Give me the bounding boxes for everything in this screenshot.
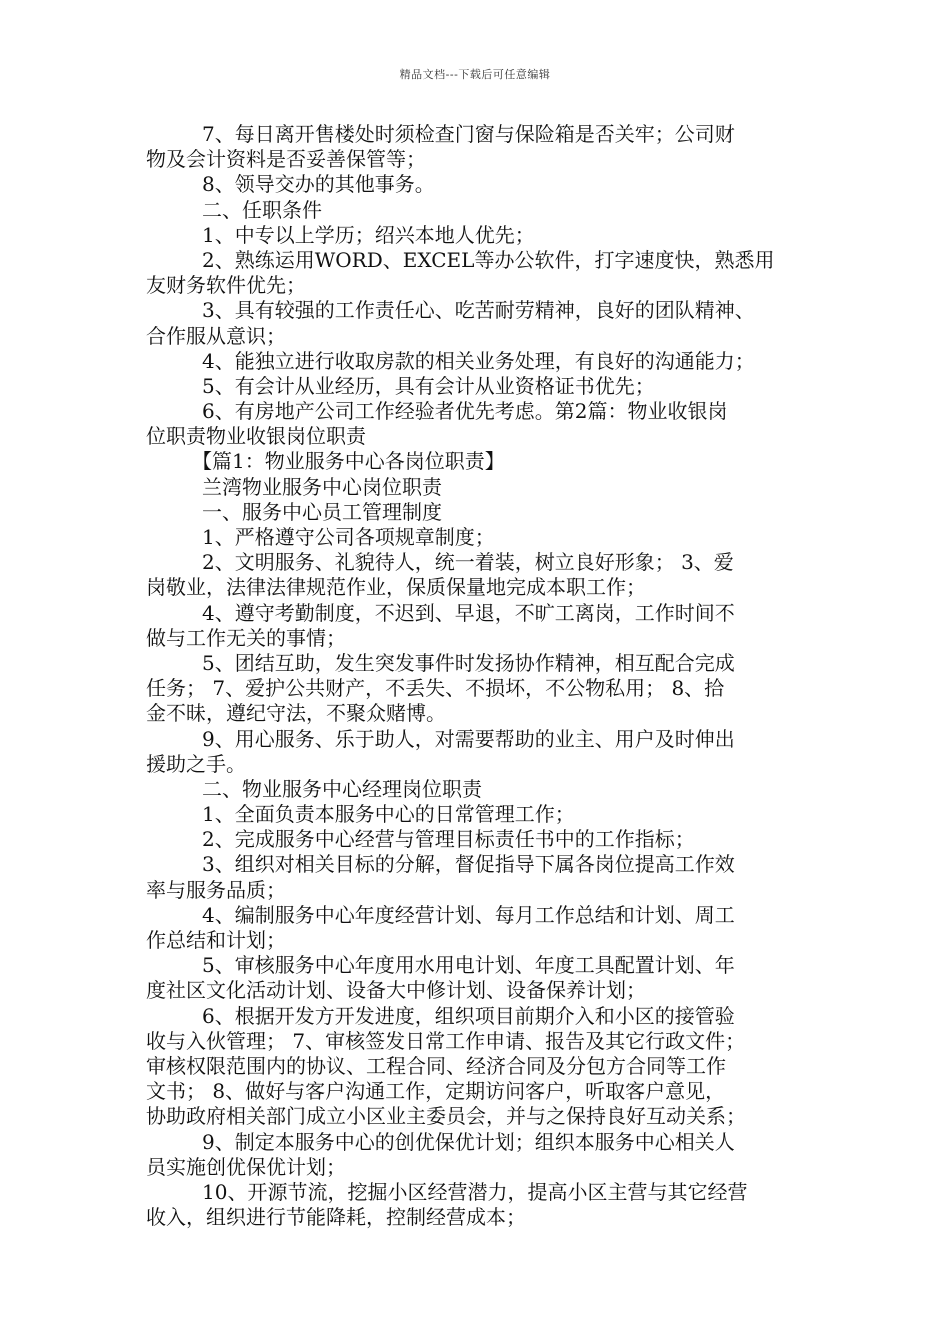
text-line: 二、物业服务中心经理岗位职责: [202, 776, 482, 801]
text-line: 1、全面负责本服务中心的日常管理工作；: [202, 802, 575, 827]
text-line: 1、严格遵守公司各项规章制度；: [202, 525, 495, 549]
text-line: 金不昧，遵纪守法，不聚众赌博。: [146, 701, 446, 726]
text-line: 5、有会计从业经历，具有会计从业资格证书优先；: [202, 373, 655, 398]
text-line: 6、根据开发方开发进度，组织项目前期介入和小区的接管验: [202, 1003, 735, 1028]
text-line: 【篇1：物业服务中心各岗位职责】: [192, 449, 505, 474]
text-line: 任务； 7、爱护公共财产，不丢失、不损坏，不公物私用； 8、拾: [146, 676, 725, 701]
text-line: 援助之手。: [146, 751, 246, 776]
text-line: 作总结和计划；: [146, 928, 286, 952]
text-line: 收入，组织进行节能降耗，控制经营成本；: [146, 1205, 526, 1230]
text-line: 4、遵守考勤制度，不迟到、早退，不旷工离岗，工作时间不: [202, 600, 735, 625]
text-line: 友财务软件优先；: [146, 273, 306, 298]
text-line: 3、具有较强的工作责任心、吃苦耐劳精神，良好的团队精神、: [202, 298, 755, 323]
text-line: 5、团结互助，发生突发事件时发扬协作精神，相互配合完成: [202, 650, 735, 675]
text-line: 2、熟练运用WORD、EXCEL等办公软件，打字速度快，熟悉用: [202, 247, 775, 272]
text-line: 7、每日离开售楼处时须检查门窗与保险箱是否关牢；公司财: [202, 122, 735, 146]
text-line: 9、制定本服务中心的创优保优计划；组织本服务中心相关人: [202, 1129, 735, 1154]
text-line: 二、任职条件: [202, 197, 322, 222]
text-line: 审核权限范围内的协议、工程合同、经济合同及分包方合同等工作: [146, 1053, 726, 1078]
text-line: 3、组织对相关目标的分解，督促指导下属各岗位提高工作效: [202, 852, 735, 877]
text-line: 率与服务品质；: [146, 877, 286, 902]
text-line: 收与入伙管理； 7、审核签发日常工作申请、报告及其它行政文件；: [146, 1028, 746, 1053]
text-line: 1、中专以上学历；绍兴本地人优先；: [202, 222, 535, 247]
text-line: 岗敬业，法律法律规范作业，保质保量地完成本职工作；: [146, 575, 646, 600]
text-line: 4、能独立进行收取房款的相关业务处理，有良好的沟通能力；: [202, 348, 755, 373]
text-line: 位职责物业收银岗位职责: [146, 424, 366, 449]
text-line: 5、审核服务中心年度用水用电计划、年度工具配置计划、年: [202, 953, 735, 978]
text-line: 9、用心服务、乐于助人，对需要帮助的业主、用户及时伸出: [202, 726, 735, 751]
text-line: 2、完成服务中心经营与管理目标责任书中的工作指标；: [202, 827, 695, 852]
text-line: 8、领导交办的其他事务。: [202, 172, 435, 197]
text-line: 做与工作无关的事情；: [146, 625, 346, 650]
text-line: 一、服务中心员工管理制度: [202, 499, 442, 524]
text-line: 度社区文化活动计划、设备大中修计划、设备保养计划；: [146, 978, 646, 1003]
text-line: 2、文明服务、礼貌待人，统一着装，树立良好形象； 3、爱: [202, 550, 734, 575]
text-line: 4、编制服务中心年度经营计划、每月工作总结和计划、周工: [202, 902, 735, 927]
text-line: 文书； 8、做好与客户沟通工作，定期访问客户，听取客户意见，: [146, 1079, 726, 1104]
text-line: 兰湾物业服务中心岗位职责: [202, 474, 442, 499]
document-body: [146, 122, 816, 1230]
text-line: 6、有房地产公司工作经验者优先考虑。第2篇：物业收银岗: [202, 399, 728, 424]
text-line: 10、开源节流，挖掘小区经营潜力，提高小区主营与其它经营: [202, 1179, 748, 1204]
page-header: 精品文档---下载后可任意编辑: [399, 68, 551, 81]
text-line: 员实施创优保优计划；: [146, 1154, 346, 1179]
text-line: 合作服从意识；: [146, 323, 286, 348]
text-line: 物及会计资料是否妥善保管等；: [146, 147, 426, 172]
text-line: 协助政府相关部门成立小区业主委员会，并与之保持良好互动关系；: [146, 1104, 746, 1129]
